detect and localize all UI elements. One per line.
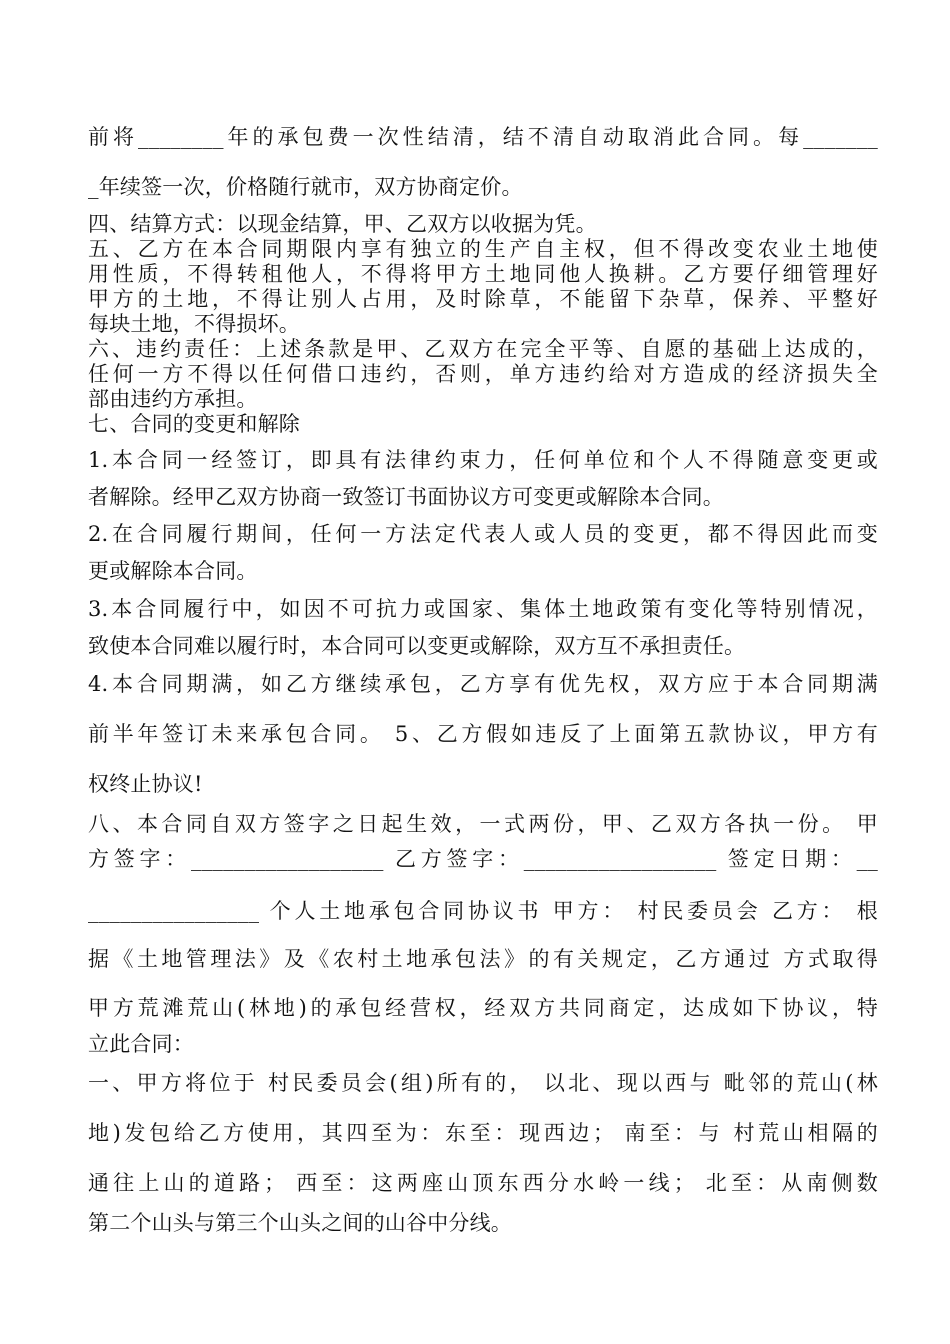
section-five-line-1: 五、乙方在本合同期限内享有独立的生产自主权，但不得改变农业土地使 xyxy=(88,237,878,261)
second-section-one-line-3: 通往上山的道路； 西至：这两座山顶东西分水岭一线； 北至：从南侧数 xyxy=(88,1171,878,1195)
section-six-line-2: 任何一方不得以任何借口违约，否则，单方违约给对方造成的经济损失全 xyxy=(88,362,878,386)
clause-3-line-2: 致使本合同难以履行时，本合同可以变更或解除，双方互不承担责任。 xyxy=(88,634,746,658)
section-five-line-2: 用性质，不得转租他人，不得将甲方土地同他人换耕。乙方要仔细管理好 xyxy=(88,262,878,286)
second-section-one-line-1: 一、甲方将位于 村民委员会(组)所有的， 以北、现以西与 毗邻的荒山(林 xyxy=(88,1071,878,1095)
clause-2-line-1: 2.在合同履行期间，任何一方法定代表人或人员的变更，都不得因此而变 xyxy=(88,522,878,546)
section-six-line-1: 六、违约责任：上述条款是甲、乙双方在完全平等、自愿的基础上达成的， xyxy=(88,337,878,361)
section-six-line-3: 部由违约方承担。 xyxy=(88,387,258,411)
second-section-one-line-4: 第二个山头与第三个山头之间的山谷中分线。 xyxy=(88,1211,512,1235)
text-line-2: _年续签一次，价格随行就市，双方协商定价。 xyxy=(88,175,523,199)
clause-4-line-2: 前半年签订未来承包合同。 5、乙方假如违反了上面第五款协议，甲方有 xyxy=(88,722,878,746)
text-line-1: 前将________年的承包费一次性结清，结不清自动取消此合同。每_______ xyxy=(88,125,878,149)
second-section-one-line-2: 地)发包给乙方使用，其四至为：东至：现西边； 南至：与 村荒山相隔的 xyxy=(88,1121,878,1145)
signature-line: 方签字：__________________ 乙方签字：__________________ 签定日期：__ xyxy=(88,847,878,871)
clause-2-line-2: 更或解除本合同。 xyxy=(88,559,258,583)
second-contract-title-line: ________________ 个人土地承包合同协议书 甲方： 村民委员会 乙方： 根 xyxy=(88,899,878,923)
clause-4-line-3: 权终止协议! xyxy=(88,772,203,796)
clause-1-line-1: 1.本合同一经签订，即具有法律约束力，任何单位和个人不得随意变更或 xyxy=(88,448,878,472)
clause-1-line-2: 者解除。经甲乙双方协商一致签订书面协议方可变更或解除本合同。 xyxy=(88,485,724,509)
section-seven-heading: 七、合同的变更和解除 xyxy=(88,412,300,436)
section-eight-line-1: 八、本合同自双方签字之日起生效，一式两份，甲、乙双方各执一份。 甲 xyxy=(88,812,878,836)
clause-4-line-1: 4.本合同期满，如乙方继续承包，乙方享有优先权，双方应于本合同期满 xyxy=(88,672,878,696)
clause-3-line-1: 3.本合同履行中，如因不可抗力或国家、集体土地政策有变化等特别情况， xyxy=(88,597,878,621)
second-contract-line-2: 据《土地管理法》及《农村土地承包法》的有关规定，乙方通过 方式取得 xyxy=(88,947,878,971)
section-four-line: 四、结算方式：以现金结算，甲、乙双方以收据为凭。 xyxy=(88,212,597,236)
second-contract-line-4: 立此合同： xyxy=(88,1032,194,1056)
section-five-line-3: 甲方的土地，不得让别人占用，及时除草，不能留下杂草，保养、平整好 xyxy=(88,287,878,311)
second-contract-line-3: 甲方荒滩荒山(林地)的承包经营权，经双方共同商定，达成如下协议，特 xyxy=(88,996,878,1020)
section-five-line-4: 每块土地，不得损坏。 xyxy=(88,312,300,336)
